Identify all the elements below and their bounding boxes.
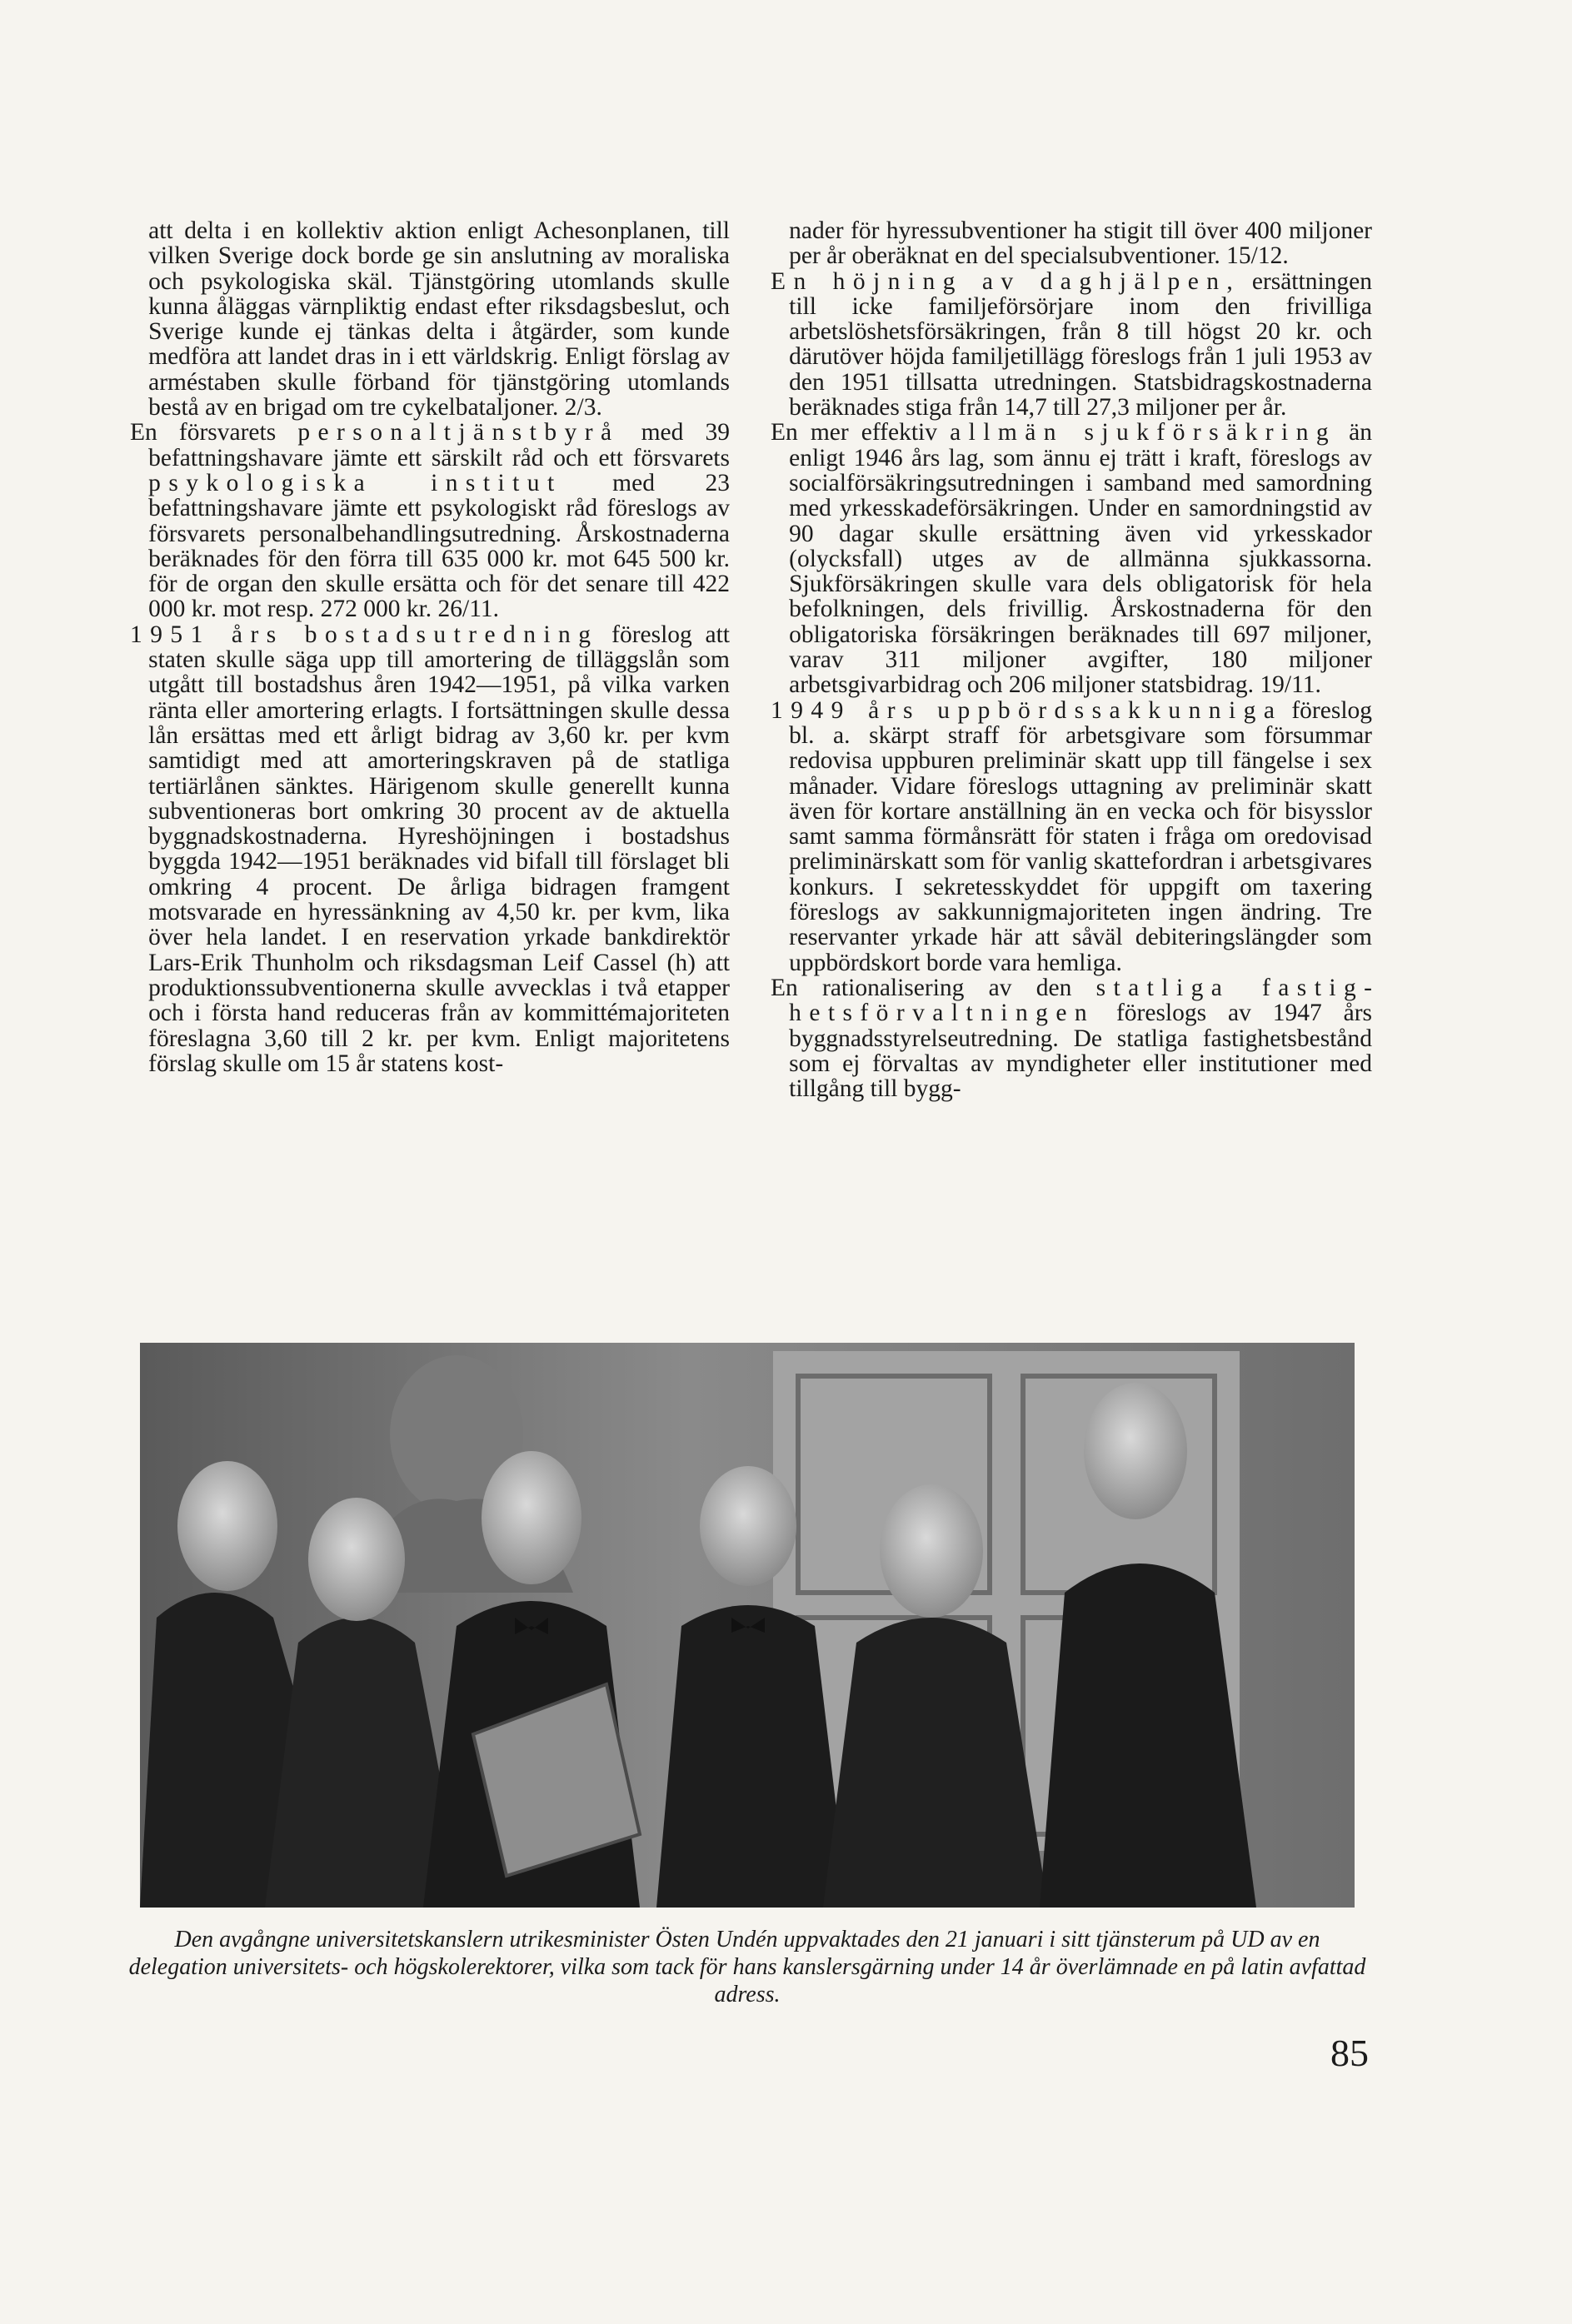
spaced-keyword: 1949 års uppbördssakkunniga — [771, 696, 1283, 724]
paragraph-text: än enligt 1946 års lag, som ännu ej trätt i kraft, föreslogs av socialförsäkringsutredningen i samband med samordning med yrkesskadeförsäkringen. Under en samordningstid av 90 dagar skulle ersättning även vid yrkesskador (olycksfall) utges av de allmänna sjukkassorna. Sjukförsäkringen skulle vara dels obligatorisk för hela befolkningen, dels frivillig. Årskostnaderna för den obligatoriska försäkringen beräknades till 697 miljoner, varav 311 miljoner avgifter, 180 miljoner arbetsgivarbidrag och 206 miljoner statsbidrag. 19/11. — [789, 419, 1372, 699]
paragraph-text: ersättningen till icke familjeförsörjare inom den frivilliga arbetslöshetsförsäkringen, från 8 till högst 20 kr. och därutöver höjda familjetillägg föreslogs från 1 juli 1953 av den 1951 tillsatta utredningen. Statsbidragskostnaderna beräknades stiga från 14,7 till 27,3 miljoner per år. — [789, 267, 1372, 421]
paragraph-sjukforsakring — [771, 420, 1372, 697]
spaced-keyword: personaltjänstbyrå — [297, 419, 620, 446]
left-column — [130, 218, 730, 1076]
page-number: 85 — [1330, 2032, 1369, 2074]
paragraph-acheson-plan — [130, 218, 730, 420]
paragraph-fastighetsforvaltning — [771, 975, 1372, 1101]
paragraph-lead: En rationalisering av den — [771, 974, 1072, 1001]
paragraph-text: föreslogs av 1947 års byggnadsstyrelseutredning. De statliga fastighetsbestånd som ej förvaltas av myndigheter eller institutioner med tillgång till bygg- — [789, 1000, 1373, 1103]
paragraph-personaltjanstbyra — [130, 420, 730, 621]
spaced-keyword: psykologiska institut — [148, 469, 562, 496]
spaced-keyword: En höjning av daghjälpen, — [771, 267, 1241, 295]
spaced-keyword: allmän sjukförsäkring — [950, 419, 1337, 446]
photograph-illustration — [140, 1343, 1355, 1908]
paragraph-text: föreslog bl. a. skärpt straff för arbetsgivare som försummar redovisa uppburen preliminär skatt upp till fängelse i sex månader. Vidare föreslogs uttagning av preliminär skatt även för kortare anställning än en vecka och för bisysslor samt samma förmånsrätt för staten i fråga om oredovisad preliminärskatt som för vanlig skattefordran i arbetsgivares konkurs. I sekretesskyddet för uppgift om taxering föreslogs av sakkunnigmajoriteten ingen ändring. Tre reservanter yrkade här att såväl debiteringslängder som uppbördskort borde vara hemliga. — [789, 696, 1373, 976]
right-column — [771, 218, 1372, 1101]
paragraph-uppbordssakkunniga — [771, 698, 1372, 975]
paragraph-text: med 23 befattningshavare jämte ett psykologiskt råd föreslogs av försvarets personalbehandlingsutredning. Årskostnaderna beräknades för den förra till 635 000 kr. mot 645 500 kr. för de organ den skulle ersätta och för det senare till 422 000 kr. mot resp. 272 000 kr. 26/11. — [148, 469, 731, 623]
spaced-keyword: 1951 års bostadsutredning — [130, 621, 599, 648]
paragraph-text: nader för hyressubventioner ha stigit till över 400 miljoner per år oberäknat en del specialsubventioner. 15/12. — [789, 217, 1372, 270]
paragraph-bostadsutredning — [130, 622, 730, 1076]
photo-caption: Den avgångne universitetskanslern utrikesminister Östen Undén uppvaktades den 21 januari i sitt tjänsterum på UD av en delegation universitets- och högskolerektorer, vilka som tack för hans kanslersgärning under 14 år överlämnade en på latin avfattad adress. — [128, 1927, 1366, 2007]
paragraph-daghjalp — [771, 269, 1372, 421]
paragraph-lead: En mer effektiv — [771, 419, 937, 446]
paragraph-hyressubventioner — [771, 218, 1372, 269]
paragraph-text: med 39 befattningshavare jämte ett särskilt råd och ett försvarets — [148, 419, 731, 471]
photograph — [140, 1343, 1355, 1908]
paragraph-lead: En försvarets — [130, 419, 277, 446]
paragraph-text: föreslog att staten skulle säga upp till amortering de tilläggslån som utgått till bostadshus åren 1942—1951, på vilka varken ränta eller amortering erlagts. I fortsättningen skulle dessa lån ersättas med ett årligt bidrag av 3,60 kr. per kvm samtidigt med att amorteringskraven på de statliga tertiärlånen sänktes. Härigenom skulle generellt kunna subventioneras bort omkring 30 procent av de aktuella byggnadskostnaderna. Hyreshöjningen i bostadshus byggda 1942—1951 beräknades vid bifall till förslaget bli omkring 4 procent. De årliga bidragen framgent motsvarade en hyressänkning av 4,50 kr. per kvm, lika över hela landet. I en reservation yrkade bankdirektör Lars-Erik Thunholm och riksdagsman Leif Cassel (h) att produktionssubventionerna skulle avvecklas i två etapper och i första hand reduceras från av kommittémajoriteten föreslagna 3,60 till 2 kr. per kvm. Enligt majoritetens förslag skulle om 15 år statens kost- — [148, 621, 730, 1077]
paragraph-text: att delta i en kollektiv aktion enligt Achesonplanen, till vilken Sverige dock borde ge sin anslutning av moraliska och psykologiska skäl. Tjänstgöring utomlands skulle kunna åläggas värnpliktig endast efter riksdagsbeslut, och Sverige kunde ej tänkas delta i åtgärder, som kunde medföra att landet dras in i ett världskrig. Enligt förslag av arméstaben skulle förband för tjänstgöring utomlands bestå av en brigad om tre cykelbataljoner. 2/3. — [148, 217, 730, 421]
spaced-keyword: statliga fastighetsförvaltningen — [789, 974, 1372, 1027]
